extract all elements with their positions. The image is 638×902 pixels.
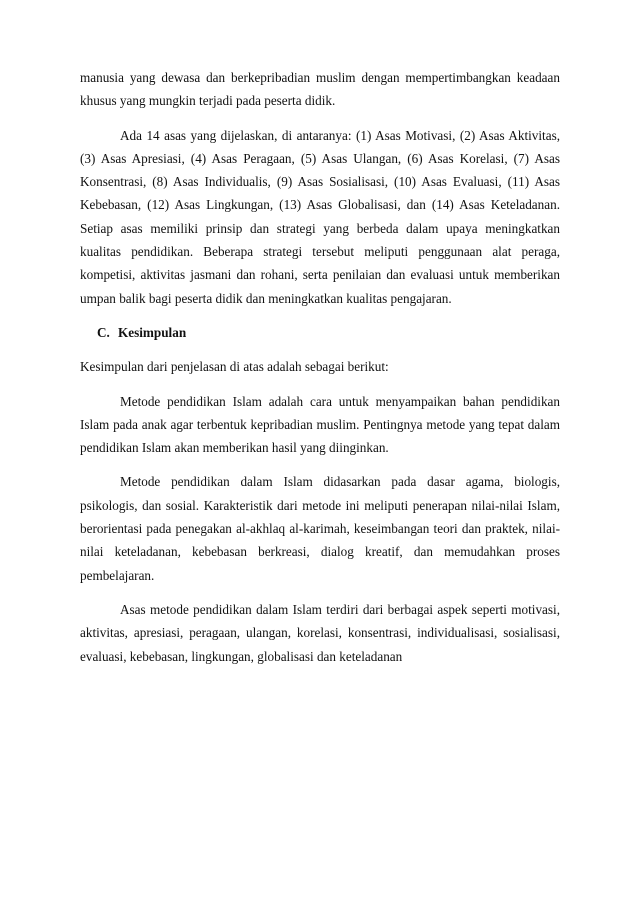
paragraph-continued: manusia yang dewasa dan berkepribadian muslim dengan mempertimbangkan keadaan khusus yang mungkin terjadi pada peserta didik. [80,70,560,109]
document-body [80,66,560,668]
conclusion-paragraph-2: Metode pendidikan dalam Islam didasarkan pada dasar agama, biologis, psikologis, dan sosial. Karakteristik dari metode ini meliputi penerapan nilai-nilai Islam, berorientasi pada penegakan al-akhlaq al-karimah, keseimbangan teori dan praktek, nilai-nilai keteladanan, kebebasan berkreasi, dialog kreatif, dan memudahkan proses pembelajaran. [80,474,560,583]
conclusion-intro: Kesimpulan dari penjelasan di atas adalah sebagai berikut: [80,359,389,375]
paragraph-asas-list: Ada 14 asas yang dijelaskan, di antaranya: (1) Asas Motivasi, (2) Asas Aktivitas, (3) Asas Apresiasi, (4) Asas Peragaan, (5) Asas Ulangan, (6) Asas Korelasi, (7) Asas Konsentrasi, (8) Asas Individualis, (9) Asas Sosialisasi, (10) Asas Evaluasi, (11) Asas Kebebasan, (12) Asas Lingkungan, (13) Asas Globalisasi, dan (14) Asas Keteladanan. Setiap asas memiliki prinsip dan strategi yang berbeda dalam upaya meningkatkan kualitas pendidikan. Beberapa strategi tersebut meliputi penggunaan alat peraga, kompetisi, aktivitas jasmani dan rohani, serta penilaian dan evaluasi untuk memberikan umpan balik bagi peserta didik dan meningkatkan kualitas pengajaran. [80,127,560,306]
conclusion-paragraph-3: Asas metode pendidikan dalam Islam terdiri dari berbagai aspek seperti motivasi, aktivitas, apresiasi, peragaan, ulangan, korelasi, konsentrasi, individualisasi, sosialisasi, evaluasi, kebebasan, lingkungan, globalisasi dan keteladanan [80,601,560,664]
section-number: C. [97,324,110,340]
section-heading [80,321,560,344]
conclusion-paragraph-1: Metode pendidikan Islam adalah cara untuk menyampaikan bahan pendidikan Islam pada anak agar terbentuk kepribadian muslim. Pentingnya metode yang tepat dalam pendidikan Islam akan memberikan hasil yang diinginkan. [80,393,560,456]
section-title: Kesimpulan [118,324,187,340]
